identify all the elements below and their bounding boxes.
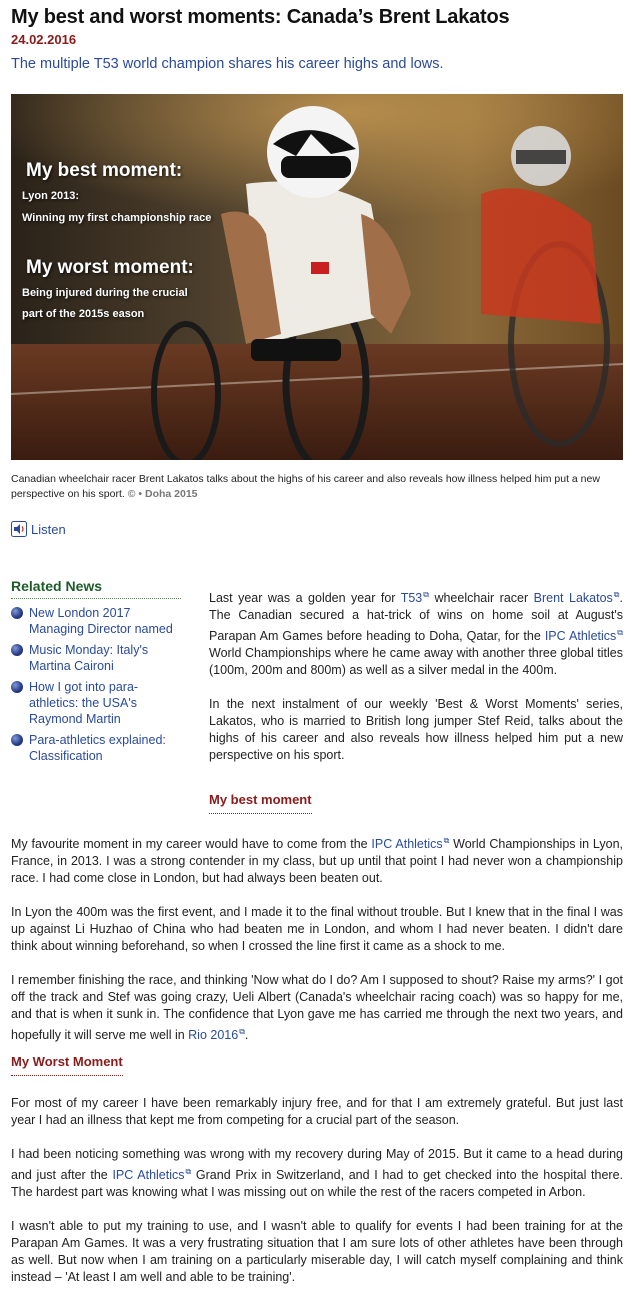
- speaker-icon: [11, 521, 27, 537]
- ipc-athletics-link[interactable]: IPC Athletics: [112, 1168, 185, 1183]
- hero-best-heading: My best moment:: [26, 160, 183, 181]
- hero-best-line2: Winning my first championship race: [22, 212, 212, 224]
- external-link-icon: ⧉: [239, 1027, 245, 1037]
- list-item: [11, 679, 183, 727]
- article-date: 24.02.2016: [11, 32, 77, 47]
- best-moment-heading: My best moment: [209, 792, 312, 814]
- text-run: Last year was a golden year for: [209, 591, 401, 606]
- best-paragraph-3: [11, 972, 623, 1044]
- hero-text-overlay: [11, 94, 623, 460]
- related-news-heading: Related News: [11, 578, 181, 599]
- related-news: [11, 578, 183, 769]
- brent-lakatos-link[interactable]: Brent Lakatos: [533, 591, 613, 606]
- best-moment-body: [11, 832, 623, 1061]
- hero-image: [11, 94, 623, 460]
- best-paragraph-1: [11, 832, 623, 887]
- external-link-icon: ⧉: [185, 1167, 192, 1176]
- hero-best-line1: Lyon 2013:: [22, 190, 80, 202]
- hero-worst-line1: Being injured during the crucial: [22, 287, 188, 299]
- external-link-icon: ⧉: [443, 836, 450, 845]
- list-item: [11, 642, 183, 674]
- hero-caption: [11, 472, 616, 502]
- article-subtitle: The multiple T53 world champion shares his career highs and lows.: [11, 56, 444, 72]
- intro-paragraph-2: In the next instalment of our weekly 'Best & Worst Moments' series, Lakatos, who is married to British long jumper Stef Reid, talks about the highs of his career and also reveals how illness helped him put a new perspective on his sport.: [209, 697, 623, 763]
- caption-credit: © • Doha 2015: [127, 488, 198, 500]
- bullet-icon: [11, 607, 23, 619]
- external-link-icon: ⧉: [617, 628, 623, 638]
- hero-worst-line2: part of the 2015s eason: [22, 308, 145, 320]
- related-news-link[interactable]: New London 2017 Managing Director named: [29, 606, 173, 636]
- text-run: My favourite moment in my career would have to come from the: [11, 837, 372, 852]
- intro-paragraph-1: [209, 586, 623, 679]
- worst-moment-heading: My Worst Moment: [11, 1054, 123, 1076]
- text-run: Grand Prix in Switzerland, and I had to get checked into the hospital there. The hardest part was knowing what I was missing out on while the rest of the racers competed in Arbon.: [11, 1168, 623, 1200]
- caption-text: Canadian wheelchair racer Brent Lakatos talks about the highs of his career and also reveals how illness helped him put a new perspective on his sport.: [11, 473, 600, 500]
- related-news-link[interactable]: Para-athletics explained: Classification: [29, 733, 166, 763]
- text-run: World Championships in Lyon, France, in 2013. I was a strong contender in my class, but up until that point I had never won a championship race. I had come close in London, but had always been beaten out.: [11, 837, 623, 886]
- hero-worst-heading: My worst moment:: [26, 257, 194, 278]
- bullet-icon: [11, 734, 23, 746]
- ipc-athletics-link[interactable]: IPC Athletics: [544, 629, 617, 644]
- best-paragraph-2: In Lyon the 400m was the first event, and I made it to the final without trouble. But I knew that in the final I was up against Li Huzhao of China who had beaten me in London, and whom I had never beaten. I didn't dare think about winning beforehand, so when I crossed the line first it came as a shock to me.: [11, 905, 623, 954]
- listen-label: Listen: [31, 521, 66, 537]
- bullet-icon: [11, 681, 23, 693]
- list-item: [11, 605, 183, 637]
- worst-paragraph-3: I wasn't able to put my training to use, and I wasn't able to qualify for events I had been training for at the Parapan Am Games. It was a very frustrating situation that I am sure lots of other athletes have been through as well. But now when I am training on a particularly miserable day, I will catch myself complaining and think instead – 'At least I am well and able to be training'.: [11, 1219, 623, 1285]
- listen-button[interactable]: [11, 521, 66, 537]
- text-run: I remember finishing the race, and thinking 'Now what do I do? Am I supposed to shout? Raise my arms?' I got off the track and Stef was going crazy, Ueli Albert (Canada's wheelchair racing coach) was so happy for me, and that is when it sunk in. The confidence that Lyon gave me has carried me through the next two years, and hopefully it will serve me well in: [11, 973, 623, 1043]
- external-link-icon: ⧉: [423, 590, 429, 599]
- worst-moment-body: [11, 1095, 623, 1303]
- intro-text: [209, 586, 623, 781]
- text-run: wheelchair racer: [428, 591, 534, 606]
- t53-link[interactable]: T53: [400, 591, 423, 606]
- list-item: [11, 732, 183, 764]
- worst-paragraph-1: For most of my career I have been remarkably injury free, and for that I am extremely grateful. But just last year I had an illness that kept me from competing for a crucial part of the season.: [11, 1096, 623, 1127]
- text-run: . The Canadian secured a hat-trick of wins on home soil at August's Parapan Am Games before heading to Doha, Qatar, for the: [209, 591, 623, 644]
- worst-paragraph-2: [11, 1146, 623, 1201]
- bullet-icon: [11, 644, 23, 656]
- text-run: .: [244, 1028, 249, 1043]
- text-run: World Championships where he came away with another three global titles (100m, 200m and 800m) as well as a silver medal in the 400m.: [209, 646, 623, 678]
- related-news-list: [11, 605, 183, 764]
- text-run: I had been noticing something was wrong with my recovery during May of 2015. But it came to a head during and just after the: [11, 1147, 623, 1183]
- ipc-athletics-link[interactable]: IPC Athletics: [371, 837, 443, 852]
- related-news-link[interactable]: How I got into para-athletics: the USA's Raymond Martin: [29, 680, 139, 726]
- rio-2016-link[interactable]: Rio 2016: [188, 1028, 239, 1043]
- article-title: My best and worst moments: Canada’s Brent Lakatos: [11, 6, 510, 28]
- related-news-link[interactable]: Music Monday: Italy's Martina Caironi: [29, 643, 149, 673]
- external-link-icon: ⧉: [613, 590, 620, 599]
